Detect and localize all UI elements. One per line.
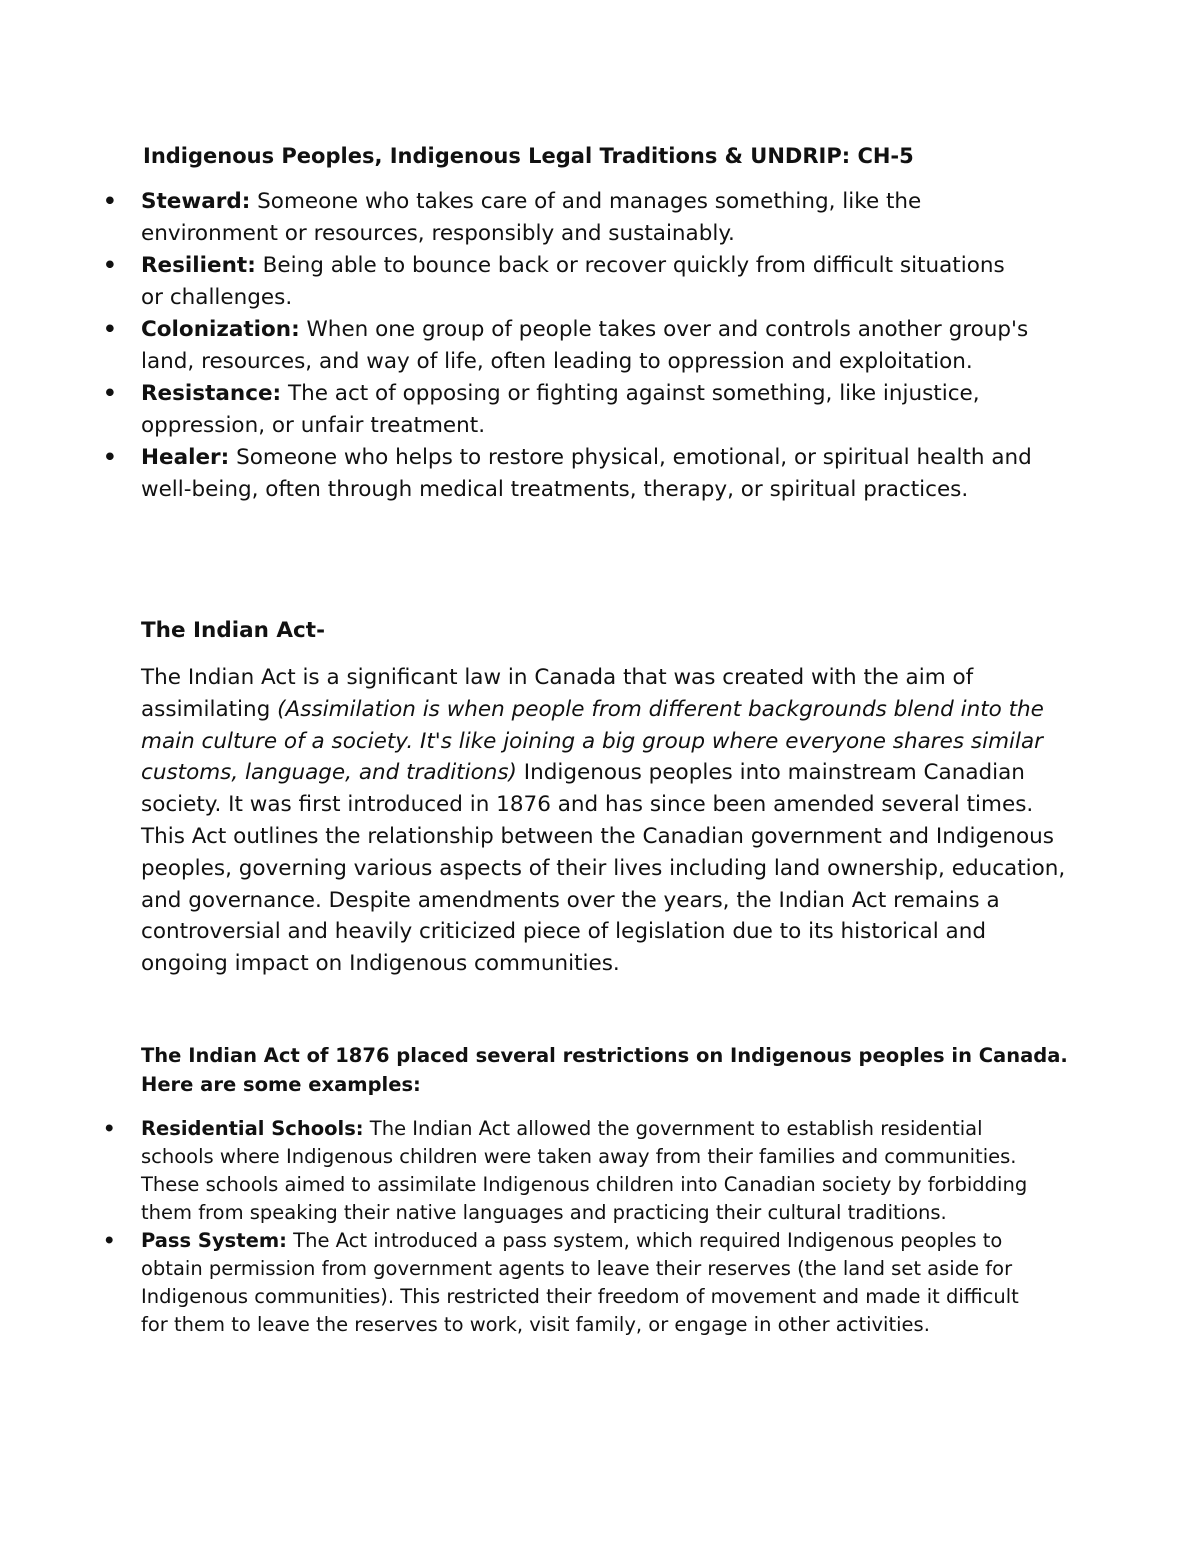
restriction-definition: The Act introduced a pass system, which required Indigenous peoples to obtain permission from government agents to leave their reserves (the land set aside for Indigenous communities). This restricted their freedom of movement and made it difficult for them to leave the reserves to work, visit family, or engage in other activities. xyxy=(141,1229,1019,1336)
restriction-item xyxy=(103,1115,1033,1227)
indian-act-intro xyxy=(141,662,1071,980)
assimilation-definition: (Assimilation is when people from different backgrounds blend into the main culture of a society. It's like joining a big group where everyone shares similar customs, language, and traditions) xyxy=(141,696,1044,786)
restrictions-heading: The Indian Act of 1876 placed several restrictions on Indigenous peoples in Canada. Here are some examples: xyxy=(141,1044,1068,1096)
glossary-item xyxy=(103,314,1033,378)
glossary-list xyxy=(103,186,1033,506)
glossary-definition: When one group of people takes over and controls another group's land, resources, and way of life, often leading to oppression and exploitation. xyxy=(141,317,1029,374)
glossary-term: Resistance: xyxy=(141,381,282,406)
restrictions-list xyxy=(103,1115,1033,1339)
glossary-definition: Someone who takes care of and manages something, like the environment or resources, responsibly and sustainably. xyxy=(141,189,922,246)
glossary-item xyxy=(103,378,1033,442)
glossary-definition: The act of opposing or fighting against something, like injustice, oppression, or unfair treatment. xyxy=(141,381,980,438)
intro-text-start: The Indian Act is a significant law in Canada that was created with the aim of assimilating xyxy=(141,665,974,722)
glossary-item xyxy=(103,186,1033,250)
glossary-term: Resilient: xyxy=(141,253,256,278)
restriction-definition: The Indian Act allowed the government to establish residential schools where Indigenous children were taken away from their families and communities. These schools aimed to assimilate Indigenous children into Canadian society by forbidding them from speaking their native languages and practicing their cultural traditions. xyxy=(141,1117,1028,1224)
glossary-term: Steward: xyxy=(141,189,251,214)
indian-act-heading: The Indian Act- xyxy=(141,618,325,643)
restriction-term: Pass System: xyxy=(141,1229,287,1252)
glossary-definition: Being able to bounce back or recover quickly from difficult situations or challenges. xyxy=(141,253,1005,310)
restriction-item xyxy=(103,1227,1033,1339)
glossary-item xyxy=(103,442,1033,506)
intro-text-end: Indigenous peoples into mainstream Canadian society. It was first introduced in 1876 and has since been amended several times. This Act outlines the relationship between the Canadian government and Indigenous peoples, governing various aspects of their lives including land ownership, education, and governance. Despite amendments over the years, the Indian Act remains a controversial and heavily criticized piece of legislation due to its historical and ongoing impact on Indigenous communities. xyxy=(141,760,1066,977)
glossary-definition: Someone who helps to restore physical, emotional, or spiritual health and well-being, often through medical treatments, therapy, or spiritual practices. xyxy=(141,445,1032,502)
glossary-item xyxy=(103,250,1033,314)
restriction-term: Residential Schools: xyxy=(141,1117,364,1140)
glossary-term: Healer: xyxy=(141,445,230,470)
glossary-term: Colonization: xyxy=(141,317,300,342)
document-title: Indigenous Peoples, Indigenous Legal Traditions & UNDRIP: CH-5 xyxy=(143,144,914,168)
